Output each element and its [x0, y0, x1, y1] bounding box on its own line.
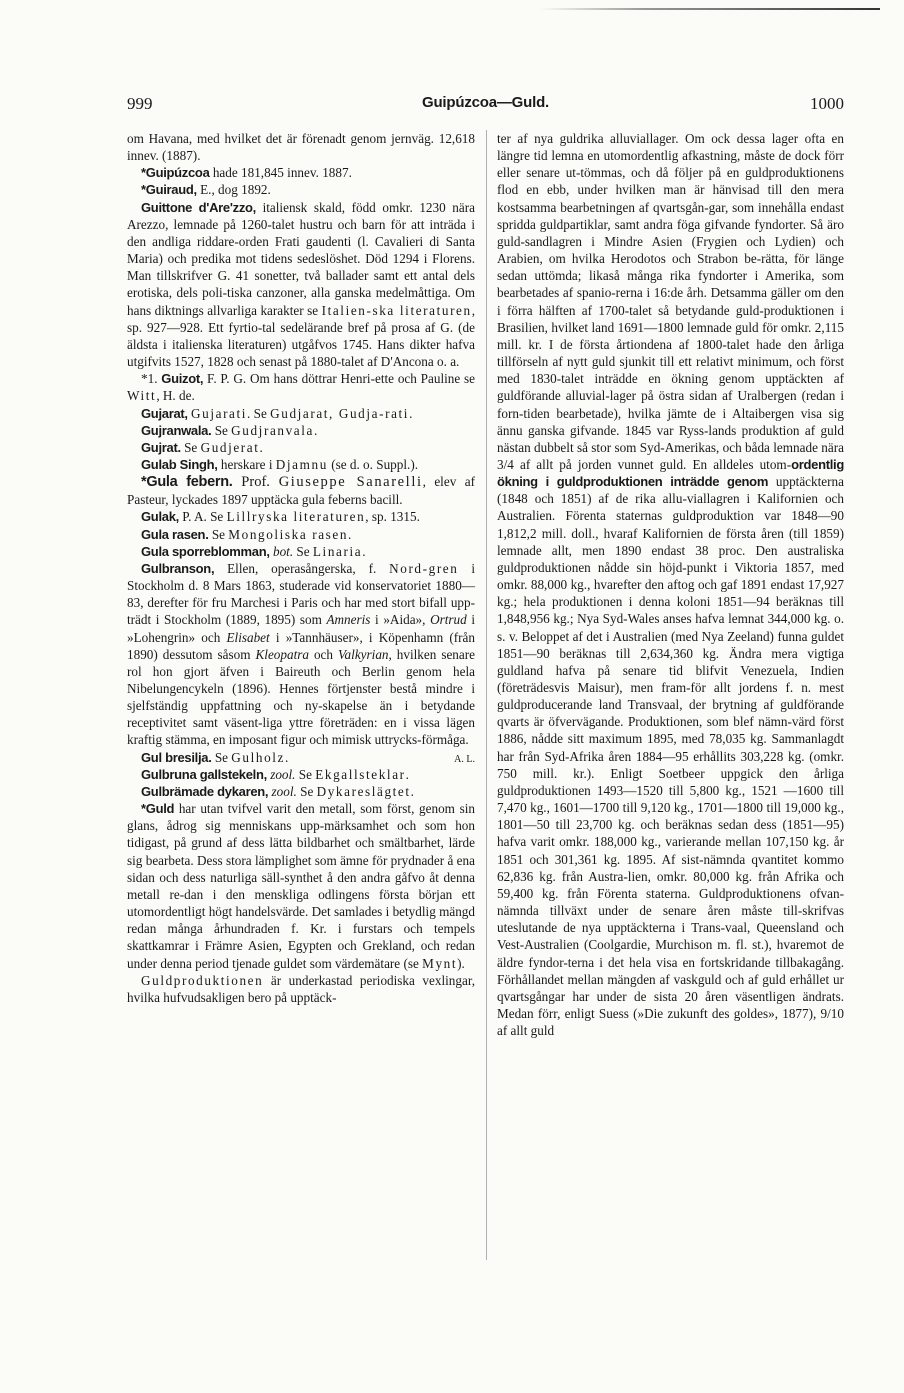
- entry-gujranwala: Gujranwala. Se Gudjranvala.: [141, 422, 318, 438]
- entry-gulak: Gulak, P. A. Se Lillryska literaturen, sp. 1315.: [141, 509, 420, 525]
- right-column: [497, 130, 844, 1039]
- guld-continuation: ter af nya guldrika alluviallager. Om ock dessa lager ofta en längre tid lemna en utomordentlig afkastning, måste de dock förr eller senare ut-tömmas, och då följer på en guldproduktionens flod en ebb, under hvilken man är hänvisad till den mera kostsamma bearbetningen af qvartsgån-gar, som innehålla endast spridda guldpartiklar, samt andra föga gifvande fyndorter. Så äro guld-sandlagren i Mindre Asien (Frygien och Lydien) och Arabien, om hvilka Herodotos och Strabon be-rätta, för länge sedan uttömda; likaså många rika fyndorter i Amerika, som bearbetades af spanio-rerna i 16:de årh. Detsamma gäller om den i förra hälften af 1700-talet så betydande guld-produktionen i Brasilien, hvilket land 1691—1800 lemnade guld för omkr. 2,115 mill. kr. I de första årtiondena af 1800-talet hade den årliga tillförseln af nytt guld sjunkit till ett relativt minimum, och först med 1830-talet inträdde en ökning genom upptäckten af guldförande alluvial-lager på östra sidan af Uralbergen (redan i forn-tiden bearbetade), hvilka jämte de i Altaibergen visa sig ännu ganska gifvande. 1845 var Ryss-lands produktion af guld nästan dubbelt så stor som Syd-Amerikas, och båda lemnade nära 3/4 af allt på jorden vunnet guld. En alldeles utom-ordentlig ökning i guldproduktionen inträdde genom upptäckterna (1848 och 1851) af de rika allu-viallagren i Kalifornien och Australien. Förenta staternas guldproduktion var 1848—90 1,812,2 mill. doll., hvaraf Kalifornien de första åren (till 1859) lemnade allt, men 1890 endast 38 proc. Den australiska guldproduktionen nådde sin höjd-punkt i Viktoria 1857, med omkr. 88,000 kg., hvarefter den aftog och gaf 1891 endast 17,927 kg.; hela produktionen i denna koloni 1851—94 beräknas till 1,848,956 kg.; Nya Syd-Wales anses hafva lemnat 344,000 kg. o. s. v. Beloppet af det i Australien (med Nya Zeeland) funna guldet 1851—90 beräknas till 2,634,360 kg. Ändra mera vigtiga guldland hafva på senare tid blifvit Venezuela, Indien (företrädesvis Maisur), men fram-för allt jordens f. n. mest guldproducerande land Transvaal, der brytning af guldförande qvarts är öfvervägande. Produktionen, som blef nämn-värd först 1886, nådde sitt maximum 1895, med 78,035 kg. Sammanlagdt har från Syd-Afrika åren 1884—95 erhållits 303,228 kg. (omkr. 750 mill. kr.). Enligt Soetbeer uppgick den årliga guldproduktionen 1493—1520 till 5,800 kg., 1521 —1600 till 7,470 kg., 1601—1700 till 9,120 kg., 1701—1800 till 19,000 kg., 1801—50 till 23,700 kg. och beräknas sedan dess (1851—95) hafva varit omkr. 188,000 kg., varierande mellan 107,150 kg. år 1851 och 301,361 kg. 1895. Af sist-nämnda qvantitet kommo 62,836 kg. från Austra-lien, omkr. 80,000 kg. från Afrika och 59,400 kg. från Förenta staterna. Guldproduktionens ofvan-nämnda tillväxt under de senare åren måste till-skrifvas uteslutande de nya upptäckterna i Trans-vaal, Queensland och Vest-Australien (Coolgardie, Murchison m. fl. st.), hvaremot de äldre fyndor-terna i det hela visa en fortskridande tillbakagång. Förhållandet mellan mängden af vaskguld och af guld erhållet ur qvartsgångar har under de sista 20 åren väsentligen ändrats. Medan förr, enligt Suess (»Die zukunft des goldes», 1877), 9/10 af allt guld: [497, 131, 844, 1039]
- page-header: [127, 94, 844, 116]
- entry-gujrat: Gujrat. Se Gudjerat.: [141, 439, 263, 455]
- entry-gul-bresilja: Gul bresilja. Se Gulholz.: [141, 749, 289, 765]
- entry-gulbranson: Gulbranson, Ellen, operasångerska, f. Nord-gren i Stockholm d. 8 Mars 1863, studerade vid konservatoriet 1880—83, derefter för fru Marchesi i Paris och har med stort bifall upp-trädt i Stockholm (1889, 1895) som Amneris i »Aida», Ortrud i »Lohengrin» och Elisabet i »Tannhäuser», i Köpenhamn (från 1890) dessutom såsom Kleopatra och Valkyrian, hvilken senare rol hon gjort äfven i Baireuth och Berlin genom hela Nibelungencykeln (1896). Hennes förtjenster bestå mindre i sjelfständig uppfattning och ny-skapelse än i betydande receptivitet samt väsent-liga yttre företräden: en i vissa lägen kraftig stämma, en imposant figur och mimisk uttrycks-förmåga. A. L.: [127, 560, 475, 749]
- entry-gujarat: Gujarat, Gujarati. Se Gudjarat, Gudja-rati.: [141, 405, 413, 421]
- guldproduktionen-paragraph: Guldproduktionen är underkastad periodiska vexlingar, hvilka hufvudsakligen bero på upptäck-: [127, 972, 475, 1005]
- fraction-nine-tenths: 9/10: [820, 1005, 844, 1021]
- entry-gulbramade-dykaren: Gulbrämade dykaren, zool. Se Dykareslägtet.: [141, 783, 414, 799]
- entry-guld: *Guld har utan tvifvel varit den metall, som först, genom sin glans, ådrog sig menniskans upp-märksamhet och som hon tidigast, på grund af dess lätta bildbarhet och smältbarhet, lärde sig bearbeta. Dess stora lämplighet som ämne för prydnader å ena sidan och dess naturliga säll-synthet å den andra gåfvo åt denna metall re-dan i den menskliga odlingens första början ett utomordentligt högt handelsvärde. Det samlades i betydlig mängd redan många århundraden f. Kr. i furstars och tempels skattkamrar i Främre Asien, Egypten och Grekland, och redan under denna period tjenade guldet som värdemätare (se Mynt).: [127, 801, 475, 971]
- column-divider: [486, 130, 487, 1260]
- entry-guizot: *1. Guizot, F. P. G. Om hans döttrar Henri-ette och Pauline se Witt, H. de.: [127, 371, 476, 404]
- scan-edge-line: [540, 8, 880, 10]
- entry-gulbruna-gallstekeln: Gulbruna gallstekeln, zool. Se Ekgallsteklar.: [141, 766, 409, 782]
- entry-gula-sporreblomman: Gula sporreblomman, bot. Se Linaria.: [141, 543, 366, 559]
- entry-gula-rasen: Gula rasen. Se Mongoliska rasen.: [141, 526, 352, 542]
- page-number-right: 1000: [810, 94, 844, 113]
- running-head: Guipúzcoa—Guld.: [422, 94, 549, 111]
- left-column: [127, 130, 475, 1006]
- entry-guiraud: *Guiraud, E., dog 1892.: [141, 182, 271, 198]
- entry-guittone: Guittone d'Are'zzo, italiensk skald, född omkr. 1230 nära Arezzo, lemnade på 1260-talet hustru och barn för att inträda i den andliga riddare-orden Frati gaudenti (l. Cavalieri di Santa Maria) och predika mot tidens sedeslöshet. Död 1294 i Florens. Man tillskrifver G. 41 sonetter, två ballader samt ett antal dels erotiska, dels poli-tiska canzoner, alla ganska medelmåttiga. Om hans diktnings allvarliga karakter se Italien-ska literaturen, sp. 927—928. Ett fyrtio-tal sedelärande bref på prosa af G. (de äldsta i italienska literaturen) utgåfvos 1745. Hans dikter hafva utgifvits 1527, 1828 och senast på 1880-talet af D'Ancona o. a.: [127, 199, 475, 370]
- fraction-three-quarters: 3/4: [497, 456, 514, 472]
- entry-gula-febern: *Gula febern. Prof. Giuseppe Sanarelli, elev af Pasteur, lyckades 1897 upptäcka gula feberns bacill.: [127, 474, 475, 508]
- entry-continuation: om Havana, med hvilket det är förenadt genom jernväg. 12,618 innev. (1887).: [127, 131, 475, 164]
- author-signature: A. L.: [454, 753, 475, 765]
- entry-gulab-singh: Gulab Singh, herskare i Djamnu (se d. o. Suppl.).: [141, 456, 419, 472]
- entry-guipuzcoa: *Guipúzcoa hade 181,845 innev. 1887.: [141, 165, 352, 181]
- page-number-left: 999: [127, 94, 153, 113]
